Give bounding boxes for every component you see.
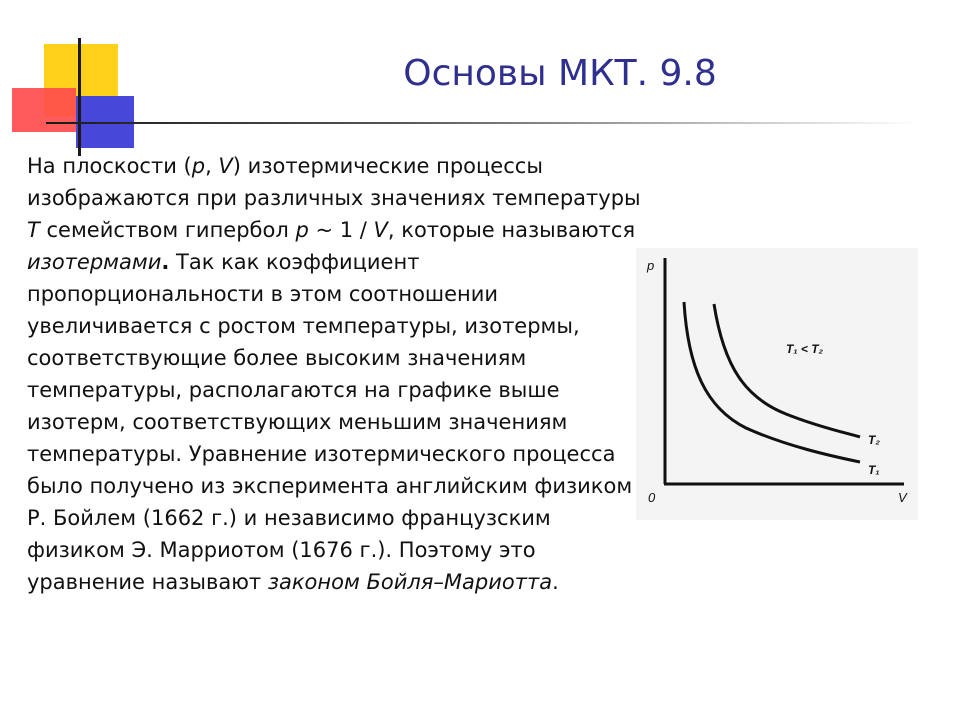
x-axis-label: V (898, 490, 907, 505)
text-run: ~ 1 / (308, 218, 374, 242)
title-underline (46, 122, 920, 124)
text-run: На плоскости ( (27, 154, 192, 178)
symbol-v: V (373, 218, 388, 242)
text-run: . (552, 570, 559, 594)
decor-vertical-line (78, 38, 81, 156)
term-isotherms: изотермами (27, 250, 162, 274)
text-run: семейством гипербол (39, 218, 296, 242)
decor-red-square (12, 88, 76, 132)
body-paragraph (27, 150, 642, 598)
text-run: , которые называются (387, 218, 636, 242)
symbol-p: p (295, 218, 309, 242)
text-run: , (205, 154, 219, 178)
text-run: ) изотермические процессы изображаются при различных значениях температуры (27, 154, 641, 210)
text-run: Так как коэффициент пропорциональности в этом соотношении увеличивается с ростом температуры, изотермы, соответствующие более высоким значениям температуры, располагаются на графике выше изотерм, соответствующих меньшим значениям температуры. Уравнение изотермического процесса было получено из эксперимента английским физиком Р. Бойлем (1662 г.) и независимо французским физиком Э. Марриотом (1676 г.). Поэтому это уравнение называют (27, 250, 633, 594)
term-boyle-mariotte-law: законом Бойля–Мариотта (267, 570, 553, 594)
slide-title: Основы МКТ. 9.8 (403, 53, 717, 94)
isotherm-t1-label: T₁ (868, 463, 880, 477)
y-axis-label: p (647, 258, 655, 273)
temperature-condition-label: T₁ < T₂ (786, 342, 824, 356)
origin-label: 0 (648, 490, 656, 505)
isotherm-t2-label: T₂ (868, 433, 880, 447)
symbol-v: V (218, 154, 233, 178)
symbol-p: p (191, 154, 206, 178)
isotherm-graph (636, 248, 918, 520)
graph-background (636, 248, 918, 520)
text-run-bold: . (161, 250, 170, 274)
symbol-t: T (27, 218, 40, 242)
